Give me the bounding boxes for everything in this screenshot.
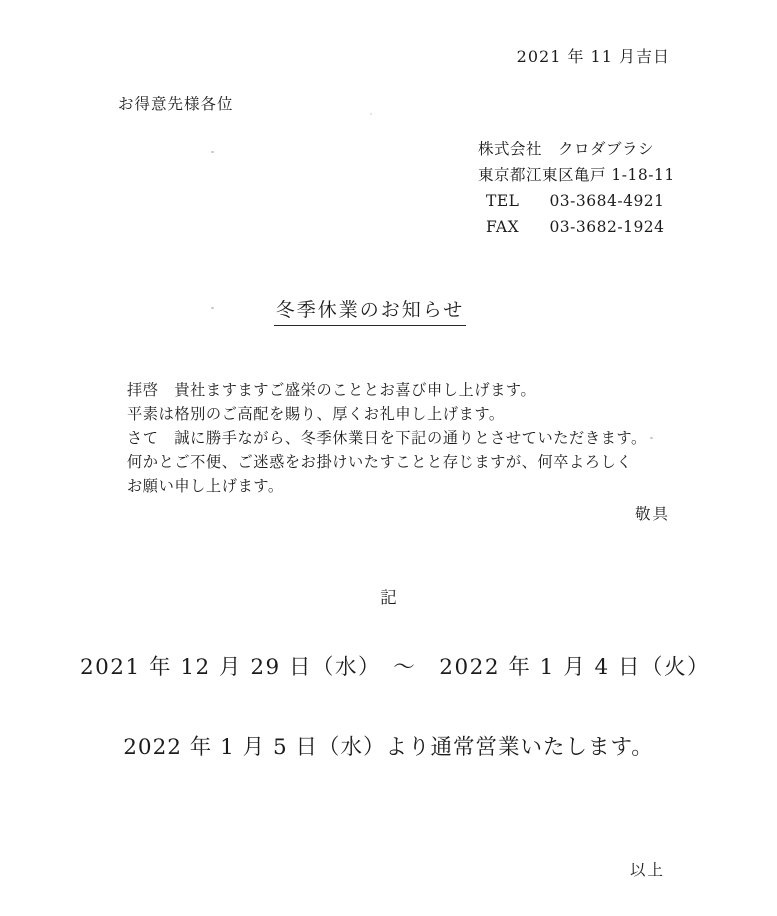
scan-artifact-dot (211, 151, 214, 153)
document-title: 冬季休業のお知らせ (274, 295, 466, 326)
scan-artifact-dot (370, 113, 372, 115)
issue-date: 2021 年 11 月吉日 (516, 47, 670, 66)
sender-address: 東京都江東区亀戸 1-18-11 (478, 166, 675, 184)
sender-block (478, 136, 675, 240)
resume-business-notice: 2022 年 1 月 5 日（水）より通常営業いたします。 (123, 735, 654, 760)
holiday-period-dates: 2021 年 12 月 29 日（水） 〜 2022 年 1 月 4 日（火） (79, 655, 711, 680)
fax-label: FAX (486, 218, 520, 236)
body-line: 何かとご不便、ご迷惑をお掛けいたすことと存じますが、何卒よろしく (127, 453, 633, 471)
tel-label: TEL (486, 192, 520, 210)
sender-tel-row (478, 188, 675, 214)
addressee: お得意先様各位 (118, 95, 234, 113)
body-line: さて 誠に勝手ながら、冬季休業日を下記の通りとさせていただきます。 (127, 429, 647, 447)
end-marker-ijou: 以上 (629, 861, 665, 879)
sender-company-name: 株式会社 クロダブラシ (478, 140, 655, 158)
body-line: 拝啓 貴社ますますご盛栄のこととお喜び申し上げます。 (127, 381, 537, 399)
document-title-wrap (0, 295, 740, 326)
scan-artifact-dot (650, 437, 653, 439)
tel-number: 03-3684-4921 (549, 192, 665, 210)
fax-number: 03-3682-1924 (549, 218, 665, 236)
body-line: 平素は格別のご高配を賜り、厚くお礼申し上げます。 (127, 405, 505, 423)
notice-marker-ki: 記 (380, 588, 397, 607)
scan-artifact-dot (211, 307, 214, 309)
body-paragraph (127, 378, 647, 498)
sender-fax-row (478, 214, 675, 240)
closing-keigu: 敬具 (634, 505, 670, 523)
body-line: お願い申し上げます。 (127, 477, 284, 495)
